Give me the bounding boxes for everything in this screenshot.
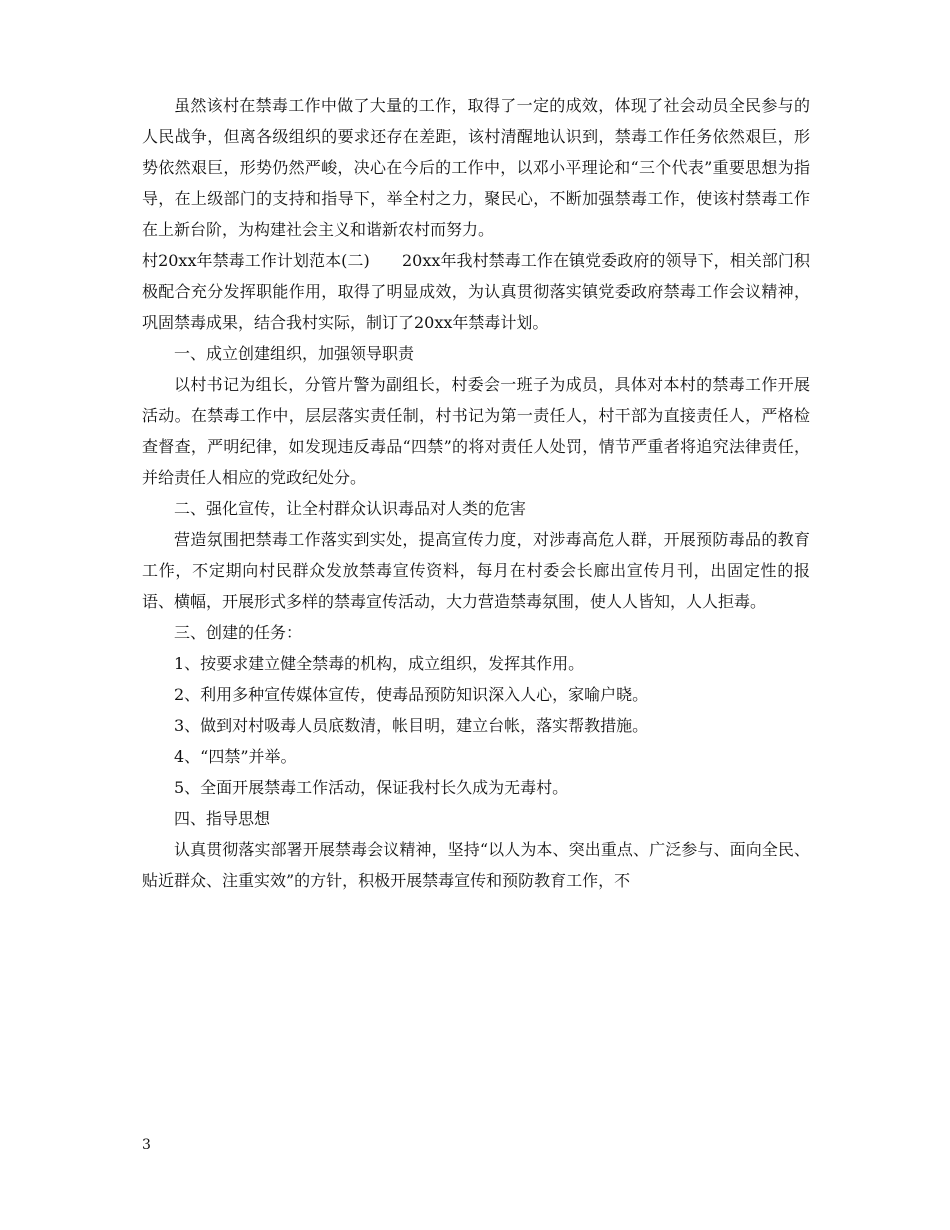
paragraph-1: 虽然该村在禁毒工作中做了大量的工作，取得了一定的成效，体现了社会动员全民参与的人民战争，但离各级组织的要求还存在差距，该村清醒地认识到，禁毒工作任务依然艰巨，形势依然艰巨，形势仍然严峻，决心在今后的工作中，以邓小平理论和“三个代表”重要思想为指导，在上级部门的支持和指导下，举全村之力，聚民心，不断加强禁毒工作，使该村禁毒工作在上新台阶，为构建社会主义和谐新农村而努力。 <box>142 96 810 239</box>
section-heading-3: 三、创建的任务： <box>174 623 303 642</box>
paragraph-3: 以村书记为组长，分管片警为副组长，村委会一班子为成员，具体对本村的禁毒工作开展活动。在禁毒工作中，层层落实责任制，村书记为第一责任人，村干部为直接责任人，严格检查督查，严明纪律，如发现违反毒品“四禁”的将对责任人处罚，情节严重者将追究法律责任，并给责任人相应的党政纪处分。 <box>142 375 810 487</box>
task-item-3: 3、做到对村吸毒人员底数清，帐目明，建立台帐，落实帮教措施。 <box>174 716 649 735</box>
paragraph-5: 认真贯彻落实部署开展禁毒会议精神，坚持“以人为本、突出重点、广泛参与、面向全民、贴近群众、注重实效”的方针，积极开展禁毒宣传和预防教育工作，不 <box>142 840 810 890</box>
section-heading-2: 二、强化宣传，让全村群众认识毒品对人类的危害 <box>174 499 527 518</box>
task-item-5: 5、全面开展禁毒工作活动，保证我村长久成为无毒村。 <box>174 778 569 797</box>
section-heading-1: 一、成立创建组织，加强领导职责 <box>174 344 415 363</box>
document-body <box>142 90 810 896</box>
task-item-4: 4、“四禁”并举。 <box>174 747 297 766</box>
task-item-1: 1、按要求建立健全禁毒的机构，成立组织，发挥其作用。 <box>174 654 585 673</box>
paragraph-2: 村20xx年禁毒工作计划范本(二) 20xx年我村禁毒工作在镇党委政府的领导下，相关部门积极配合充分发挥职能作用，取得了明显成效，为认真贯彻落实镇党委政府禁毒工作会议精神，巩固禁毒成果，结合我村实际，制订了20xx年禁毒计划。 <box>142 251 810 332</box>
paragraph-4: 营造氛围把禁毒工作落实到实处，提高宣传力度，对涉毒高危人群，开展预防毒品的教育工作，不定期向村民群众发放禁毒宣传资料，每月在村委会长廊出宣传月刊，出固定性的报语、横幅，开展形式多样的禁毒宣传活动，大力营造禁毒氛围，使人人皆知，人人拒毒。 <box>142 530 810 611</box>
task-item-2: 2、利用多种宣传媒体宣传，使毒品预防知识深入人心，家喻户晓。 <box>174 685 649 704</box>
section-heading-4: 四、指导思想 <box>174 809 271 828</box>
page-number: 3 <box>142 1137 151 1153</box>
